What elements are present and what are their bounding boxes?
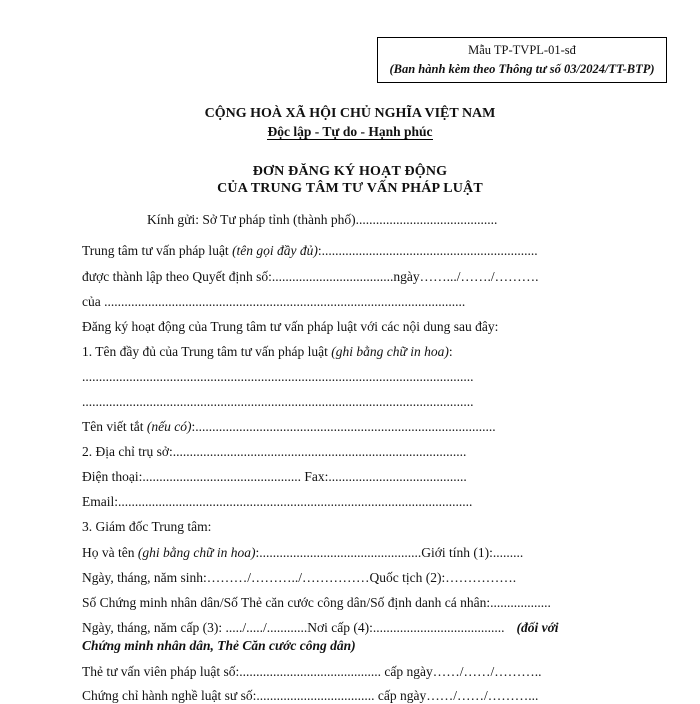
section2-address: 2. Địa chỉ trụ sở:.......................................................................................	[82, 444, 467, 459]
form-code-box	[377, 37, 667, 83]
lawyer-certificate-line: Chứng chỉ hành nghề luật sư số:................................... cấp ngày……/……/………...	[82, 688, 539, 703]
section1-label: 1. Tên đầy đủ của Trung tâm tư vấn pháp luật	[82, 344, 332, 359]
dots-line-2: ....................................................................................................................	[82, 394, 474, 409]
center-name-hint: (tên gọi đầy đủ)	[232, 243, 318, 258]
director-name-hint: (ghi bằng chữ in hoa)	[137, 545, 256, 560]
issue-note-line2: Chứng minh nhân dân, Thẻ Căn cước công dân)	[82, 638, 356, 653]
decision-line: được thành lập theo Quyết định số:....................................ngày…….../……./……….	[82, 269, 539, 284]
form-code: Mẫu TP-TVPL-01-sđ	[468, 43, 576, 57]
section3-heading: 3. Giám đốc Trung tâm:	[82, 519, 212, 534]
abbr-label: Tên viết tắt	[82, 419, 147, 434]
motto: Độc lập - Tự do - Hạnh phúc	[267, 124, 433, 139]
form-issued-by: (Ban hành kèm theo Thông tư số 03/2024/TT-BTP)	[389, 62, 655, 76]
section1-hint: (ghi bằng chữ in hoa)	[331, 344, 449, 359]
director-name-label: Họ và tên	[82, 545, 138, 560]
abbr-hint: (nếu có)	[146, 419, 192, 434]
director-name-rest: :................................................Giới tính (1):.........	[255, 545, 524, 560]
issue-note: (đối với	[516, 620, 559, 635]
section1-line	[82, 344, 453, 360]
dots-line-1: ....................................................................................................................	[82, 369, 474, 384]
addressee: Kính gửi: Sở Tư pháp tỉnh (thành phố)..........................................	[147, 212, 498, 227]
issue-line	[82, 620, 559, 636]
consultant-card-line: Thẻ tư vấn viên pháp luật số:.......................................... cấp ngày……/……/………..	[82, 664, 542, 679]
issue-date-place: Ngày, tháng, năm cấp (3): ...../...../............Nơi cấp (4):.......................................	[82, 620, 505, 635]
country-header: CỘNG HOÀ XÃ HỘI CHỦ NGHĨA VIỆT NAM	[204, 106, 496, 121]
center-name-label: Trung tâm tư vấn pháp luật	[82, 243, 233, 258]
abbr-line	[82, 419, 496, 435]
document-title-line1: ĐƠN ĐĂNG KÝ HOẠT ĐỘNG	[252, 164, 448, 179]
motto-wrap	[0, 124, 700, 140]
register-intro: Đăng ký hoạt động của Trung tâm tư vấn pháp luật với các nội dung sau đây:	[82, 319, 499, 334]
dob-line: Ngày, tháng, năm sinh:………/………../……………Quốc tịch (2):…………….	[82, 570, 517, 585]
email-line: Email:.........................................................................................................	[82, 494, 473, 509]
document-title-line2: CỦA TRUNG TÂM TƯ VẤN PHÁP LUẬT	[217, 181, 483, 196]
issuer-line: của ...........................................................................................................	[82, 294, 466, 309]
section1-colon: :	[448, 344, 453, 359]
center-name-dots: :................................................................	[317, 243, 538, 258]
phone-fax-line: Điện thoại:............................................... Fax:.........................................	[82, 469, 467, 484]
abbr-dots: :.........................................................................................	[191, 419, 496, 434]
id-line: Số Chứng minh nhân dân/Số Thẻ căn cước công dân/Số định danh cá nhân:..................	[82, 595, 551, 610]
director-name-line	[82, 545, 523, 561]
center-name-line	[82, 243, 538, 259]
